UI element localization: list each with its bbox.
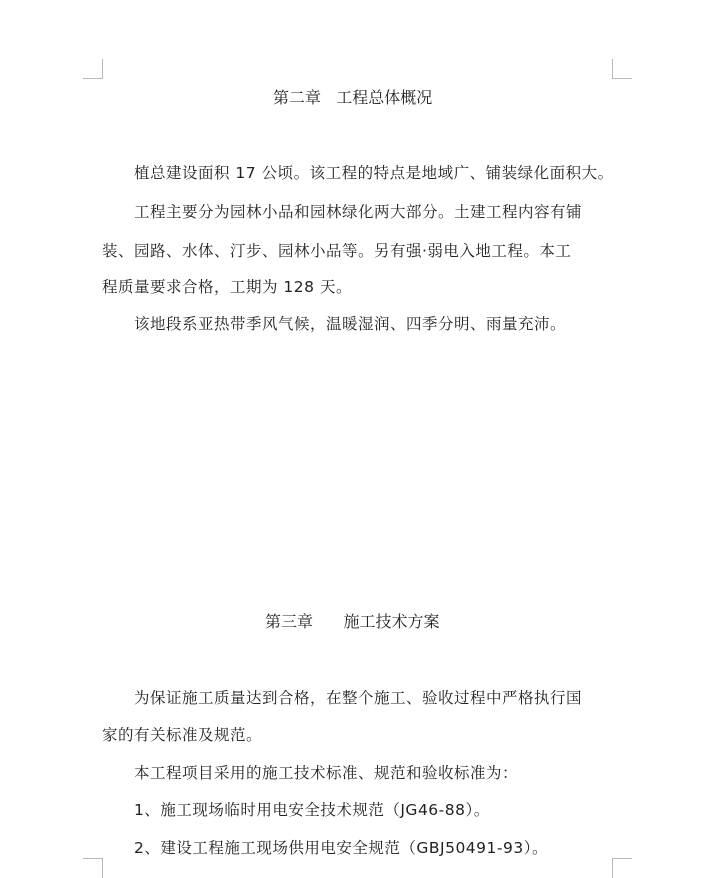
chapter2-line-2: 工程主要分为园林小品和园林绿化两大部分。土建工程内容有铺 bbox=[134, 203, 583, 221]
chapter2-line-3: 装、园路、水体、汀步、园林小品等。另有强·弱电入地工程。本工 bbox=[102, 242, 572, 260]
chapter3-line-4: 1、施工现场临时用电安全技术规范（JG46-88）。 bbox=[134, 801, 490, 819]
chapter2-line-5: 该地段系亚热带季风气候，温暖湿润、四季分明、雨量充沛。 bbox=[134, 315, 567, 333]
chapter3-line-2: 家的有关标准及规范。 bbox=[102, 726, 263, 744]
chapter3-line-5: 2、建设工程施工现场供用电安全规范（GBJ50491-93）。 bbox=[134, 839, 548, 857]
chapter3-line-1: 为保证施工质量达到合格，在整个施工、验收过程中严格执行国 bbox=[134, 689, 583, 707]
chapter2-title: 第二章 工程总体概况 bbox=[273, 88, 433, 107]
crop-mark-top-left bbox=[83, 59, 103, 79]
crop-mark-bottom-right bbox=[612, 858, 632, 878]
chapter3-title: 第三章 施工技术方案 bbox=[265, 612, 440, 631]
chapter2-line-1: 植总建设面积 17 公顷。该工程的特点是地域广、铺装绿化面积大。 bbox=[134, 164, 614, 182]
chapter2-line-4: 程质量要求合格，工期为 128 天。 bbox=[102, 278, 352, 296]
chapter3-line-3: 本工程项目采用的施工技术标准、规范和验收标准为： bbox=[134, 764, 519, 782]
crop-mark-bottom-left bbox=[83, 858, 103, 878]
crop-mark-top-right bbox=[612, 59, 632, 79]
